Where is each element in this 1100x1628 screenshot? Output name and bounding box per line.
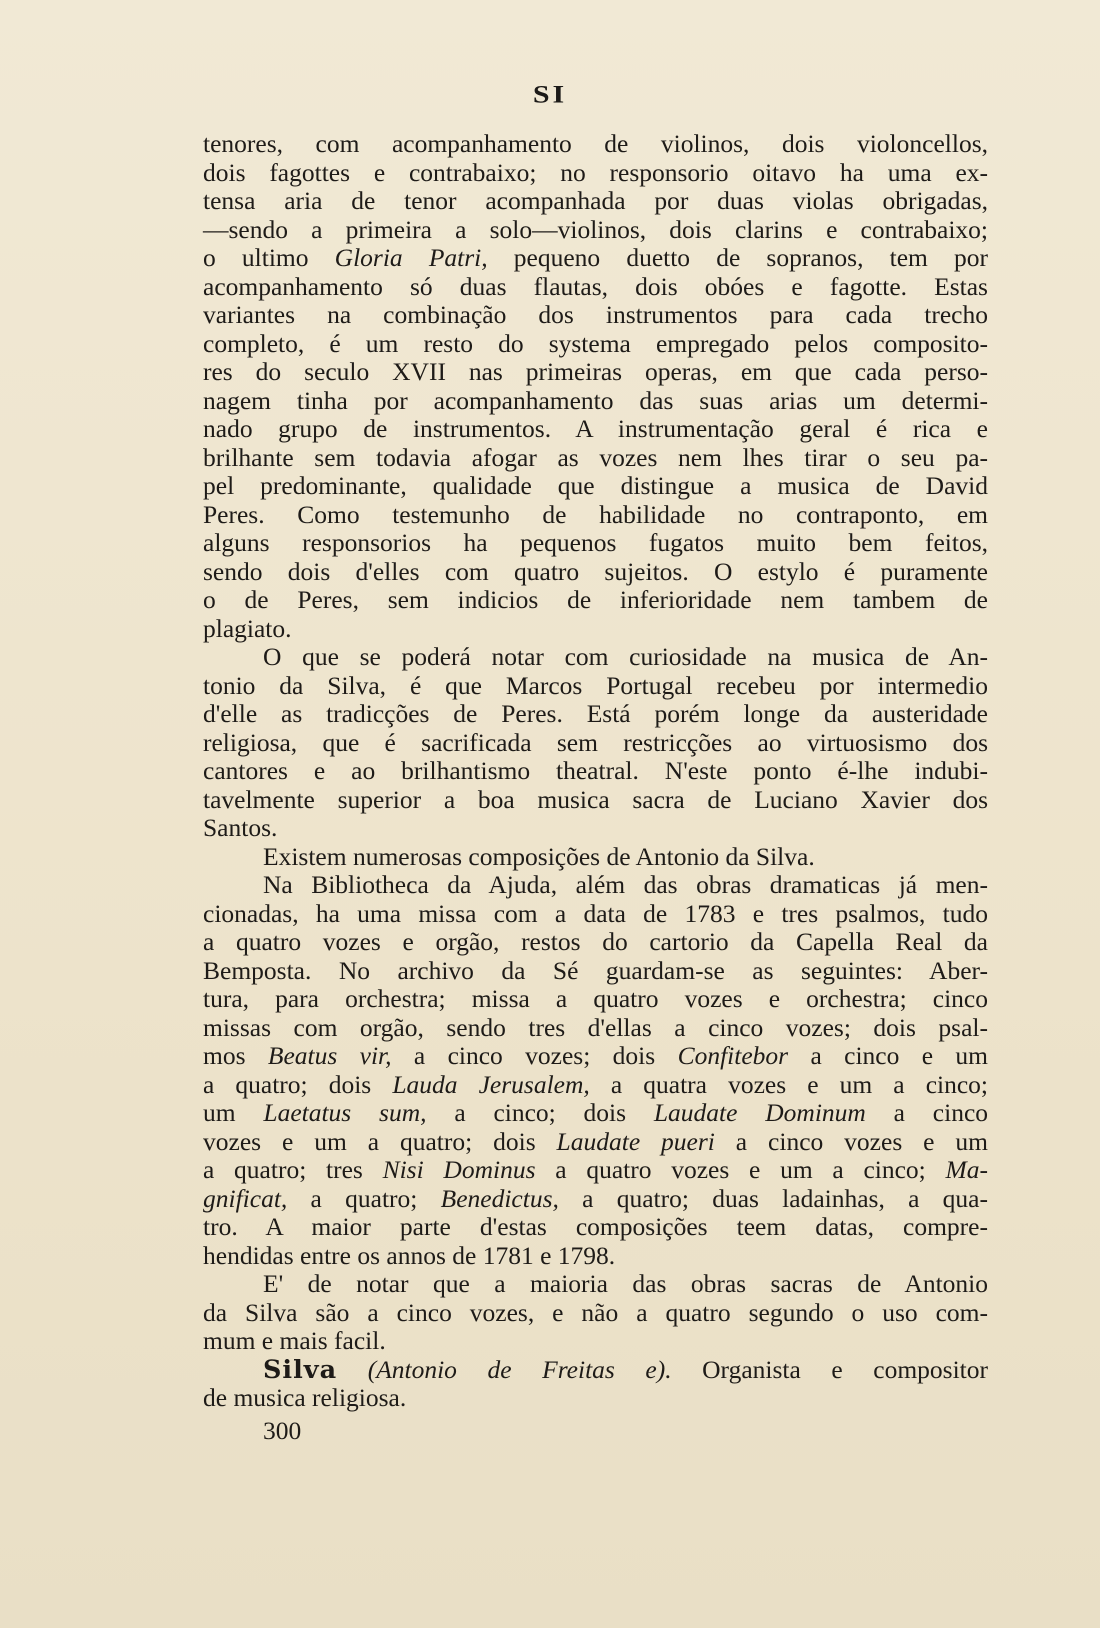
text-line: brilhante sem todavia afogar as vozes nem lhes tirar o seu pa-: [203, 442, 988, 472]
text-line: tura, para orchestra; missa a quatro vozes e orchestra; cinco: [203, 984, 988, 1013]
text-line: sendo dois d'elles com quatro sujeitos. O estylo é puramente: [203, 556, 988, 586]
work-title: Laetatus sum,: [263, 1098, 427, 1127]
text-line: Na Bibliotheca da Ajuda, além das obras dramaticas já men-: [263, 870, 988, 899]
text-line: o de Peres, sem indicios de inferioridade nem tambem de: [203, 585, 988, 614]
text-line: missas com orgão, sendo tres d'ellas a cinco vozes; dois psal-: [203, 1012, 988, 1042]
text-line: hendidas entre os annos de 1781 e 1798.: [203, 1240, 616, 1270]
work-title: Benedictus,: [440, 1183, 559, 1213]
text-line: tonio da Silva, é que Marcos Portugal recebeu por intermedio: [203, 670, 988, 700]
text-line: acompanhamento só duas flautas, dois obóes e fagotte. Estas: [203, 271, 988, 301]
text-line: d'elle as tradicções de Peres. Está porém longe da austeridade: [203, 699, 988, 728]
text-line: da Silva são a cinco vozes, e não a quatro segundo o uso com-: [203, 1297, 988, 1327]
work-title: Lauda Jerusalem,: [392, 1069, 590, 1099]
text-line: Peres. Como testemunho de habilidade no contraponto, em: [203, 499, 988, 529]
work-title: Confitebor: [677, 1041, 789, 1070]
text-line: mum e mais facil.: [203, 1326, 386, 1355]
text-line: —sendo a primeira a solo—violinos, dois clarins e contrabaixo;: [203, 214, 988, 244]
text-line: E' de notar que a maioria das obras sacras de Antonio: [263, 1269, 988, 1298]
text-line: nagem tinha por acompanhamento das suas arias um determi-: [203, 385, 988, 415]
text-line: vozes e um a quatro; dois Laudate pueri a cinco vozes e um: [203, 1126, 988, 1156]
text-line: pel predominante, qualidade que distingue a musica de David: [203, 471, 988, 500]
text-line: Existem numerosas composições de Antonio da Silva.: [263, 841, 815, 871]
text-line: dois fagottes e contrabaixo; no responsorio oitavo ha uma ex-: [203, 157, 988, 187]
text-line: tavelmente superior a boa musica sacra de Luciano Xavier dos: [203, 784, 988, 814]
text-line: alguns responsorios ha pequenos fugatos muito bem feitos,: [203, 528, 988, 557]
work-title: Laudate Dominum: [653, 1098, 866, 1127]
text-line: completo, é um resto do systema empregado pelos composito-: [203, 328, 988, 358]
text-line: o ultimo Gloria Patri, pequeno duetto de sopranos, tem por: [203, 243, 989, 272]
text-line: variantes na combinação dos instrumentos para cada trecho: [203, 300, 988, 329]
work-title: Laudate pueri: [556, 1126, 715, 1156]
text-line: gnificat, a quatro; Benedictus, a quatro; duas ladainhas, a qua-: [203, 1183, 988, 1213]
text-line: nado grupo de instrumentos. A instrumentação geral é rica e: [203, 414, 988, 443]
text-line: Santos.: [203, 813, 278, 842]
text-line: a quatro vozes e orgão, restos do cartorio da Capella Real da: [203, 927, 988, 956]
page-header-number: SI: [532, 80, 568, 109]
entry-fullname: (Antonio de Freitas e).: [337, 1354, 672, 1384]
text-line: Bemposta. No archivo da Sé guardam-se as seguintes: Aber-: [203, 955, 988, 985]
entry-line: Silva (Antonio de Freitas e). Organista e compositor: [263, 1354, 988, 1385]
work-title: Gloria Patri,: [334, 243, 488, 272]
text-line: res do seculo XVII nas primeiras operas, em que cada perso-: [203, 357, 988, 386]
text-line: tro. A maior parte d'estas composições teem datas, compre-: [203, 1212, 988, 1241]
work-title: Ma-: [945, 1155, 988, 1184]
text-line: a quatro; dois Lauda Jerusalem, a quatra vozes e um a cinco;: [203, 1069, 989, 1099]
text-line: de musica religiosa.: [203, 1383, 407, 1412]
entry-headword: Silva: [263, 1354, 338, 1385]
text-line: tensa aria de tenor acompanhada por duas violas obrigadas,: [203, 186, 988, 215]
folio-number: 300: [263, 1415, 302, 1445]
text-line: a quatro; tres Nisi Dominus a quatro vozes e um a cinco; Ma-: [203, 1155, 988, 1184]
body-text: [203, 130, 988, 1445]
text-line: tenores, com acompanhamento de violinos, dois violoncellos,: [203, 129, 988, 158]
text-line: cionadas, ha uma missa com a data de 1783 e tres psalmos, tudo: [203, 898, 988, 928]
text-line: religiosa, que é sacrificada sem restricções ao virtuosismo dos: [203, 727, 988, 757]
text-line: O que se poderá notar com curiosidade na musica de An-: [263, 642, 988, 671]
text-line: plagiato.: [203, 613, 292, 643]
text-line: um Laetatus sum, a cinco; dois Laudate Dominum a cinco: [203, 1098, 989, 1127]
work-title: Beatus vir,: [267, 1041, 392, 1070]
text-line: mos Beatus vir, a cinco vozes; dois Confitebor a cinco e um: [203, 1041, 988, 1070]
work-title: gnificat,: [203, 1183, 288, 1213]
text-line: cantores e ao brilhantismo theatral. N'este ponto é-lhe indubi-: [203, 756, 988, 785]
work-title: Nisi Dominus: [382, 1155, 536, 1184]
